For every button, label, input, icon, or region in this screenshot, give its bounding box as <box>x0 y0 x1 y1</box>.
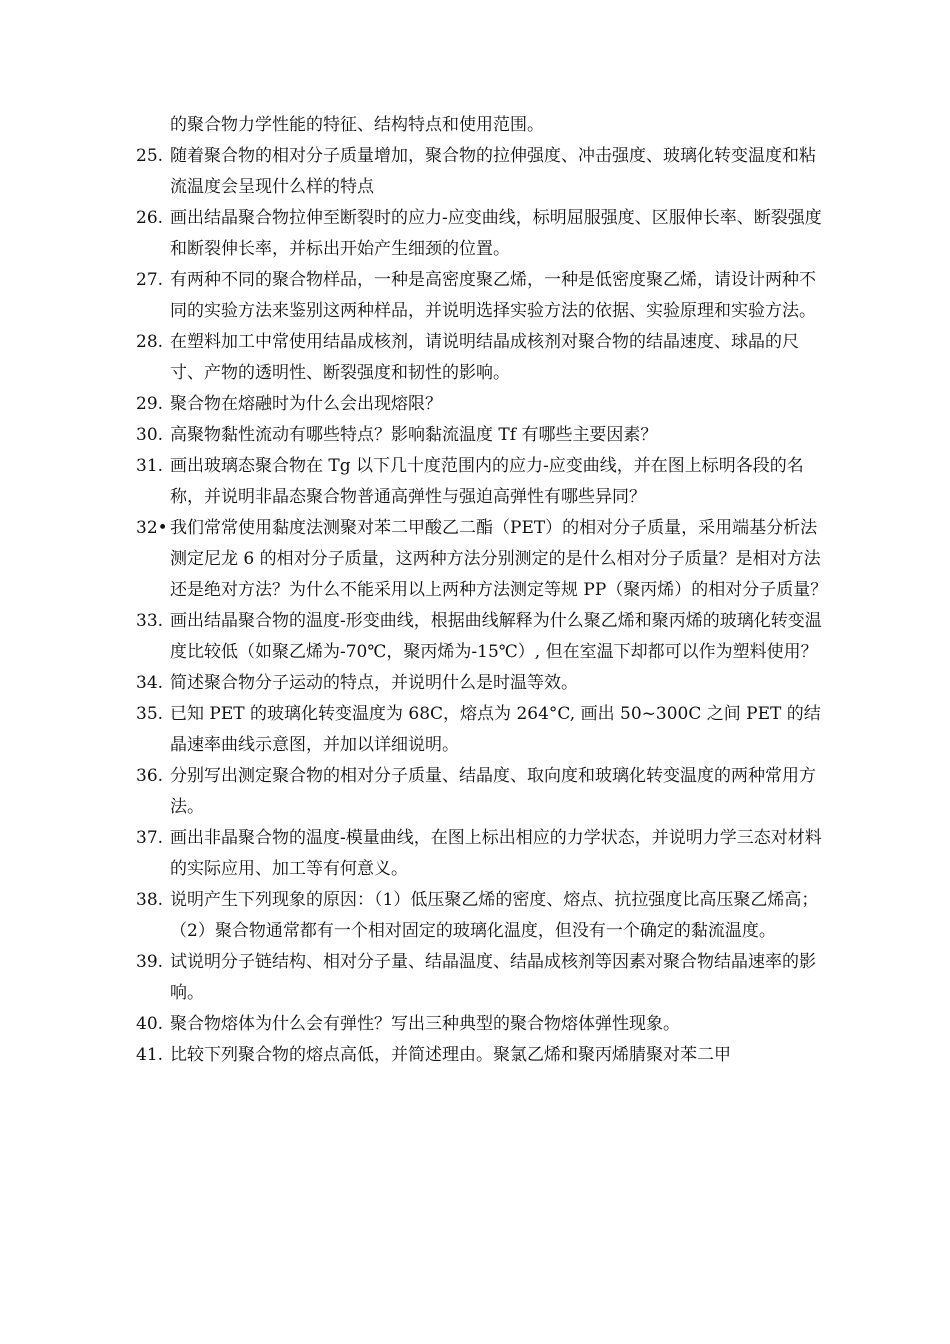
question-item <box>136 1009 830 1040</box>
question-item <box>136 141 830 203</box>
question-number: 26. <box>136 208 164 228</box>
question-text: 试说明分子链结构、相对分子量、结晶温度、结晶成核剂等因素对聚合物结晶速率的影响。 <box>170 952 816 1003</box>
question-text: 在塑料加工中常使用结晶成核剂，请说明结晶成核剂对聚合物的结晶速度、球晶的尺寸、产物的透明性、断裂强度和韧性的影响。 <box>170 332 799 383</box>
question-text: 已知 PET 的玻璃化转变温度为 68C，熔点为 264°C, 画出 50~300C 之间 PET 的结晶速率曲线示意图，并加以详细说明。 <box>170 704 821 755</box>
question-number: 40. <box>136 1014 164 1034</box>
question-number: 31. <box>136 456 164 476</box>
question-text: 我们常常使用黏度法测聚对苯二甲酸乙二酯（PET）的相对分子质量，采用端基分析法测定尼龙 6 的相对分子质量，这两种方法分别测定的是什么相对分子质量？是相对方法还是绝对方法？为什么不能采用以上两种方法测定等规 PP（聚丙烯）的相对分子质量？ <box>170 518 828 600</box>
question-text: 聚合物熔体为什么会有弹性？写出三种典型的聚合物熔体弹性现象。 <box>170 1014 680 1034</box>
question-number: 34. <box>136 673 164 693</box>
question-number: 25. <box>136 146 164 166</box>
question-text: 画出结晶聚合物的温度-形变曲线，根据曲线解释为什么聚乙烯和聚丙烯的玻璃化转变温度比较低（如聚乙烯为-70℃，聚丙烯为-15℃）, 但在室温下却都可以作为塑料使用？ <box>170 611 822 662</box>
question-number: 30. <box>136 425 164 445</box>
question-number: 29. <box>136 394 164 414</box>
question-item <box>136 606 830 668</box>
question-number: 38. <box>136 890 164 910</box>
question-text: 随着聚合物的相对分子质量增加，聚合物的拉伸强度、冲击强度、玻璃化转变温度和粘流温度会呈现什么样的特点 <box>170 146 816 197</box>
question-item <box>136 513 830 606</box>
question-text: 聚合物在熔融时为什么会出现熔限？ <box>170 394 442 414</box>
question-text: 有两种不同的聚合物样品，一种是高密度聚乙烯，一种是低密度聚乙烯，请设计两种不同的实验方法来鉴别这两种样品，并说明选择实验方法的依据、实验原理和实验方法。 <box>170 270 816 321</box>
question-number: 32• <box>136 518 168 538</box>
question-item <box>136 668 830 699</box>
question-number: 35. <box>136 704 164 724</box>
question-number: 41. <box>136 1045 164 1065</box>
question-item <box>136 451 830 513</box>
question-item <box>136 389 830 420</box>
question-item <box>136 823 830 885</box>
question-item <box>136 327 830 389</box>
continuation-line: 的聚合物力学性能的特征、结构特点和使用范围。 <box>170 115 544 135</box>
question-item <box>136 203 830 265</box>
question-text: 简述聚合物分子运动的特点，并说明什么是时温等效。 <box>170 673 578 693</box>
question-text: 说明产生下列现象的原因：（1）低压聚乙烯的密度、熔点、抗拉强度比高压聚乙烯高；（2）聚合物通常都有一个相对固定的玻璃化温度，但没有一个确定的黏流温度。 <box>170 890 819 941</box>
question-number: 33. <box>136 611 164 631</box>
question-number: 39. <box>136 952 164 972</box>
question-item <box>136 1040 830 1071</box>
question-item <box>136 699 830 761</box>
question-text: 画出非晶聚合物的温度-模量曲线，在图上标出相应的力学状态，并说明力学三态对材料的实际应用、加工等有何意义。 <box>170 828 822 879</box>
question-item <box>136 885 830 947</box>
question-text: 比较下列聚合物的熔点高低，并简述理由。聚氯乙烯和聚丙烯腈聚对苯二甲 <box>170 1045 731 1065</box>
question-number: 27. <box>136 270 164 290</box>
question-number: 37. <box>136 828 164 848</box>
question-text: 高聚物黏性流动有哪些特点？影响黏流温度 Tf 有哪些主要因素？ <box>170 425 658 445</box>
question-item <box>136 947 830 1009</box>
question-item <box>136 420 830 451</box>
question-number: 36. <box>136 766 164 786</box>
question-list <box>136 141 830 1071</box>
question-number: 28. <box>136 332 164 352</box>
question-text: 分别写出测定聚合物的相对分子质量、结晶度、取向度和玻璃化转变温度的两种常用方法。 <box>170 766 816 817</box>
question-item <box>136 265 830 327</box>
question-text: 画出玻璃态聚合物在 Tg 以下几十度范围内的应力-应变曲线，并在图上标明各段的名称，并说明非晶态聚合物普通高弹性与强迫高弹性有哪些异同？ <box>170 456 804 507</box>
question-text: 画出结晶聚合物拉伸至断裂时的应力-应变曲线，标明屈服强度、区服伸长率、断裂强度和断裂伸长率，并标出开始产生细颈的位置。 <box>170 208 822 259</box>
question-item <box>136 761 830 823</box>
